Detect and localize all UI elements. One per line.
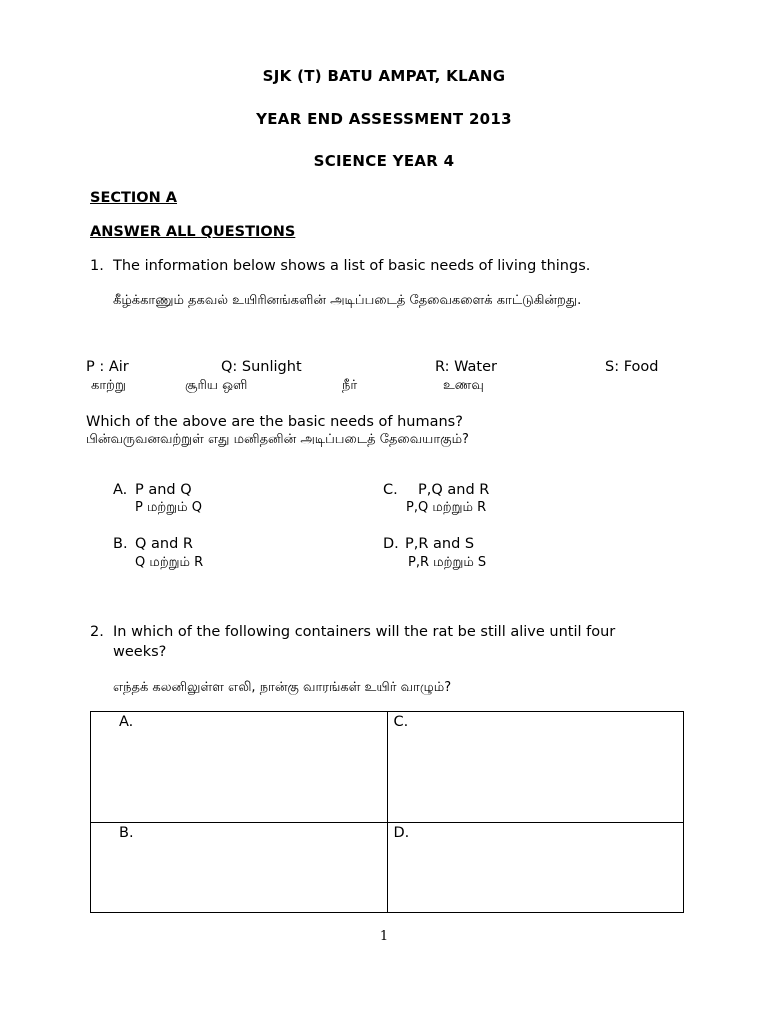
need-p-tamil: காற்று — [91, 378, 126, 393]
school-title: SJK (T) BATU AMPAT, KLANG — [262, 67, 506, 85]
need-q-tamil: சூரிய ஒளி — [185, 378, 248, 393]
q2-number: 2. — [90, 624, 104, 640]
need-s-tamil: உணவு — [443, 378, 484, 393]
q2-line2: weeks? — [113, 644, 167, 660]
cell-b: B. — [91, 823, 388, 913]
need-q-label: Q: Sunlight — [221, 359, 302, 375]
q2-text-tamil: எந்தக் கலனிலுள்ள எலி, நான்கு வாரங்கள் உயிர் வாழும்? — [113, 680, 452, 695]
cell-a: A. — [91, 712, 388, 823]
option-c-text: P,Q and R — [418, 482, 490, 498]
assessment-title: YEAR END ASSESSMENT 2013 — [256, 110, 512, 128]
need-r-label: R: Water — [435, 359, 497, 375]
option-a-letter: A. — [113, 482, 128, 498]
option-b-letter: B. — [113, 536, 128, 552]
option-d-text: P,R and S — [405, 536, 475, 552]
q2-line1: In which of the following containers will the rat be still alive until four — [113, 624, 616, 640]
q1-number: 1. — [90, 258, 104, 274]
section-instruction: ANSWER ALL QUESTIONS — [90, 224, 296, 240]
cell-c: C. — [387, 712, 684, 823]
option-b-text: Q and R — [135, 536, 193, 552]
q1-question: Which of the above are the basic needs of humans? — [86, 414, 463, 430]
need-s-label: S: Food — [605, 359, 659, 375]
option-b-tamil: Q மற்றும் R — [135, 555, 204, 570]
option-d-letter: D. — [383, 536, 399, 552]
option-c-tamil: P,Q மற்றும் R — [406, 500, 487, 515]
cell-d: D. — [387, 823, 684, 913]
q1-text: The information below shows a list of basic needs of living things. — [113, 258, 591, 274]
q1-question-tamil: பின்வருவனவற்றுள் எது மனிதனின் அடிப்படைத் தேவையாகும்? — [86, 432, 469, 447]
answer-grid — [90, 711, 684, 913]
option-c-letter: C. — [383, 482, 398, 498]
page-number: 1 — [379, 929, 389, 944]
option-a-tamil: P மற்றும் Q — [135, 500, 202, 515]
option-d-tamil: P,R மற்றும் S — [408, 555, 487, 570]
subject-title: SCIENCE YEAR 4 — [313, 152, 455, 170]
need-p-label: P : Air — [86, 359, 129, 375]
q1-text-tamil: கீழ்க்காணும் தகவல் உயிரினங்களின் அடிப்படைத் தேவைகளைக் காட்டுகின்றது. — [113, 293, 582, 308]
option-a-text: P and Q — [135, 482, 192, 498]
need-r-tamil: நீர் — [342, 378, 358, 393]
section-title: SECTION A — [90, 190, 178, 206]
